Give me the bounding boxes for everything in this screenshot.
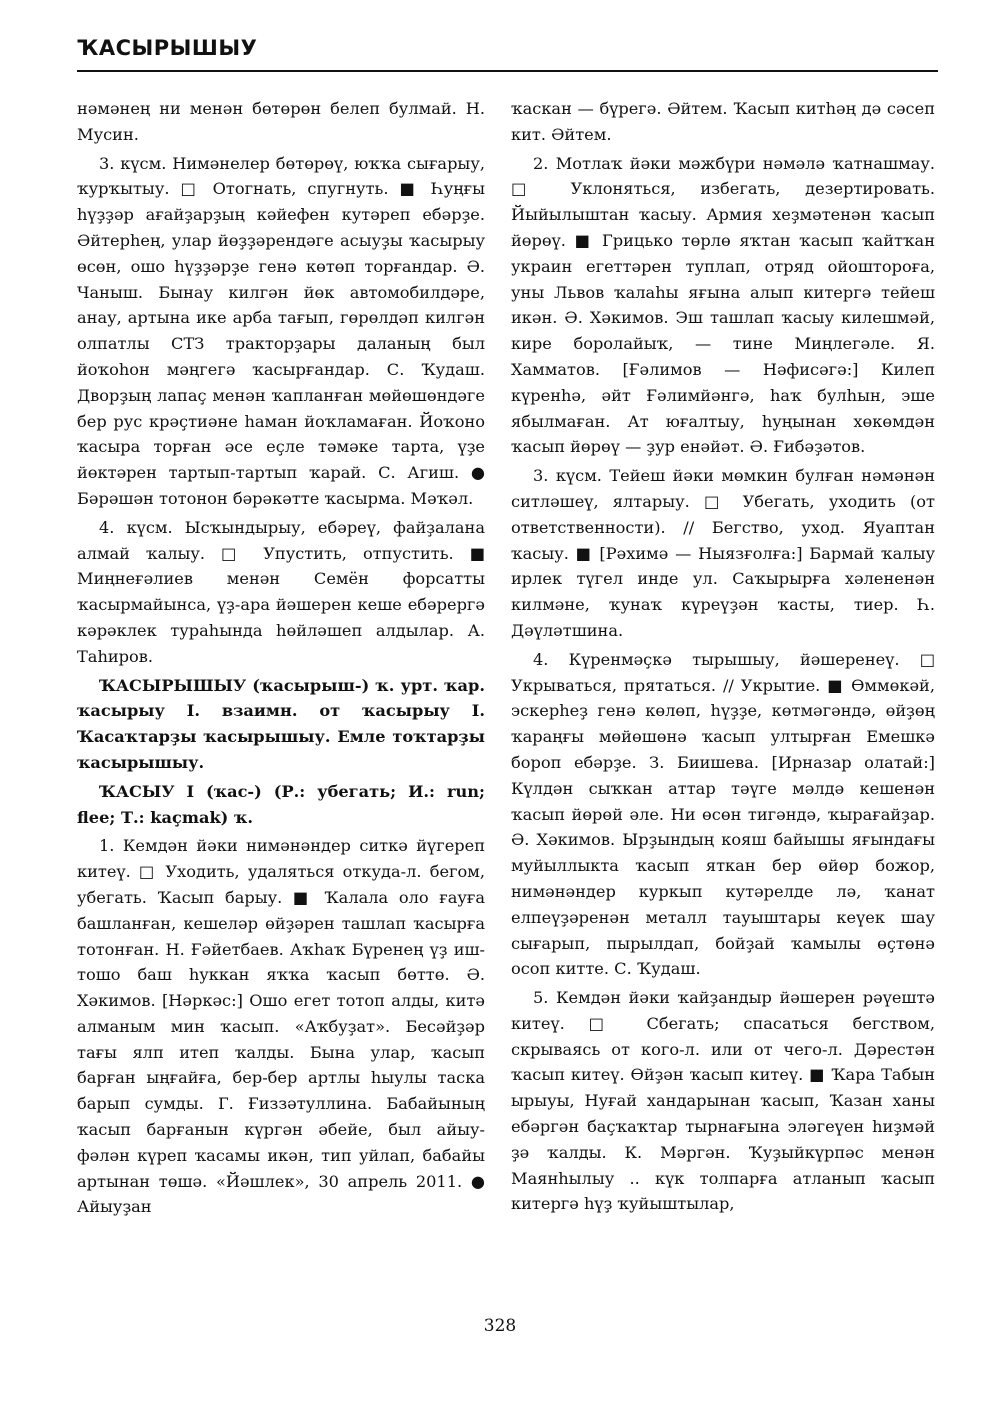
header-rule [77, 70, 938, 72]
running-head: ҠАСЫРЫШЫУ [77, 36, 258, 60]
right-paragraph-2: 2. Мотлаҡ йәки мәжбүри нәмәлә ҡатнашмау. □ Уклоняться, избегать, дезертировать. Йыйылыштан ҡасыу. Армия хеҙмәтенән ҡасып йөрөү. ■ Грицько төрлө яҡтан ҡасып ҡайтҡан украин егеттәрен туплап, отряд ойоштороға, уны Львов ҡалаһы яғына алып китергә тейеш икән. Ә. Хәкимов. Эш ташлап ҡасыу килешмәй, кире боролайыҡ, — тине Миңлегәле. Я. Хамматов. [Ғәлимов — Нәфисәгә:] Килеп күренһә, әйт Ғәлимйәнгә, һаҡ булһын, эше ябылмаған. Ат юғалтыу, һуңынан хөкөмдән ҡасып йөрөү — ҙур енәйәт. Ә. Ғибәҙәтов. [511, 153, 935, 457]
right-column [511, 96, 935, 1217]
left-column [77, 96, 485, 1220]
entry-kasyryshyu: ҠАСЫРЫШЫУ (ҡасырыш-) ҡ. урт. ҡар. ҡасырыу I. взаимн. от ҡасырыу I. Ҡасаҡтарҙы ҡасырышыу. Емле тоҡтарҙы ҡасырышыу. [77, 675, 485, 772]
right-paragraph-4: 4. Күренмәҫкә тырышыу, йәшеренеү. □ Укрываться, прятаться. // Укрытие. ■ Өммөкәй, эскерһеҙ генә көлөп, һүҙҙе, көтмәгәндә, өйҙөң ҡараңғы мөйөшөнә ҡасып ултырған Емешкә бороп ебәрҙе. З. Биишева. [Ирназар олатай:] Күлдән сыҡкан аттар тәүге мәлдә кешенән ҡасып йөрөй әле. Ни өсөн тигәндә, ҡырағайҙар. Ә. Хәкимов. Ырҙындың кояш байышы яғындағы муйыллыкта ҡасып яткан бер өйөр божор, нимәнәндер куркып кутәрелде лә, ҡанат елпеүҙәренән металл тауыштары кеүек шау сығарып, пырылдап, бойҙай ҡамылы өҫтөнә осоп китте. С. Ҡудаш. [511, 649, 935, 979]
left-paragraph-1: нәмәнең ни менән бөтөрөн белеп булмай. Н. Мусин. [77, 99, 485, 144]
entry-kasyu-1: ҠАСЫУ I (ҡас-) (Р.: убегать; И.: run; flee; Т.: kaçmak) ҡ. [77, 781, 485, 827]
page-number: 328 [483, 1316, 517, 1336]
left-paragraph-6: 1. Кемдән йәки нимәнәндер ситкә йүгереп китеү. □ Уходить, удаляться откуда-л. бегом, убегать. Ҡасып барыу. ■ Ҡалала оло ғауға башланған, кешеләр өйҙәрен ташлап ҡасырға тотонған. Н. Ғәйетбаев. Аҡһаҡ Бүренең үҙ иш-тошо баш һуккан яҡҡа ҡасып бөттө. Ә. Хәкимов. [Нәркәс:] Ошо егет тотоп алды, китә алманым мин ҡасып. «Аҡбуҙат». Бесәйҙәр тағы ялп итеп ҡалды. Бына улар, ҡасып барған ыңғайға, бер-бер артлы һыулы таска барып сумды. Г. Ғиззәтуллина. Бабайының ҡасып барғанын күргән әбейе, был айыу-фәлән күреп ҡасамы икән, тип уйлап, бабайы артынан төшә. «Йәшлек», 30 апрель 2011. ● Айыуҙан [77, 836, 485, 1217]
left-paragraph-2: 3. күсм. Нимәнелер бөтөрөү, юҡҡа сығарыу, ҡурҡытыу. □ Отогнать, спугнуть. ■ Һуңғы һүҙҙәр ағайҙарҙың кәйефен кутәреп ебәрҙе. Әйтерһең, улар йөҙҙәрендәге асыуҙы ҡасырыу өсөн, ошо һүҙҙәрҙе генә көтөп торғандар. Ә. Чаныш. Бынау килгән йөк автомобилдәре, анау, артына ике арба тағып, гөрөлдәп килгән олпатлы СТЗ тракторҙары даланың был йоҡоһон мәңгегә ҡасырғандар. С. Ҡудаш. Дворҙың лапаҫ менән ҡапланған мөйөшөндәге бер рус крәҫтиәне һаман йоҡламаған. Йоҡоно ҡасыра торған әсе еҫле тәмәке тарта, үҙе йөктәрен тартып-тартып ҡарай. С. Агиш. ● Бәрәшән тотонон бәрәкәтте ҡасырма. Мәҡәл. [77, 153, 485, 508]
right-paragraph-5: 5. Кемдән йәки ҡайҙандыр йәшерен рәүештә китеү. □ Сбегать; спасаться бегством, скрываясь от кого-л. или от чего-л. Дәрестән ҡасып китеү. Өйҙән ҡасып китеү. ■ Ҡара Табын ырыуы, Нуғай хандарынан ҡасып, Ҡазан ханы ебәргән баҫҡаҡтар тырнағына эләгеүен һиҙмәй ҙә ҡалды. К. Мәргән. Ҡуҙыйкүрпәс менән Маянһылыу .. күк толпарға атланып ҡасып китергә һүҙ ҡуйыштылар, [511, 988, 935, 1214]
left-paragraph-3: 4. күсм. Ысҡындырыу, ебәреү, файҙалана алмай ҡалыу. □ Упустить, отпустить. ■ Миңнеғәлиев менән Семён форсатты ҡасырмайынса, үҙ-ара йәшерен кеше ебәрергә кәрәклек тураһында һөйләшеп алдылар. А. Таһиров. [77, 517, 485, 666]
right-paragraph-3: 3. күсм. Тейеш йәки мөмкин булған нәмәнән ситләшеү, ялтарыу. □ Убегать, уходить (от ответственности). // Бегство, уход. Яуаптан ҡасыу. ■ [Рәхимә — Ныязғолға:] Бармай ҡалыу ирлек түгел инде ул. Саҡырырға хәлененән килмәне, ҡунаҡ күреүҙән ҡасты, тиер. Һ. Дәүләтшина. [511, 466, 935, 640]
right-paragraph-1: ҡаскан — бүрегә. Әйтем. Ҡасып китһәң дә сәсеп кит. Әйтем. [511, 99, 935, 144]
